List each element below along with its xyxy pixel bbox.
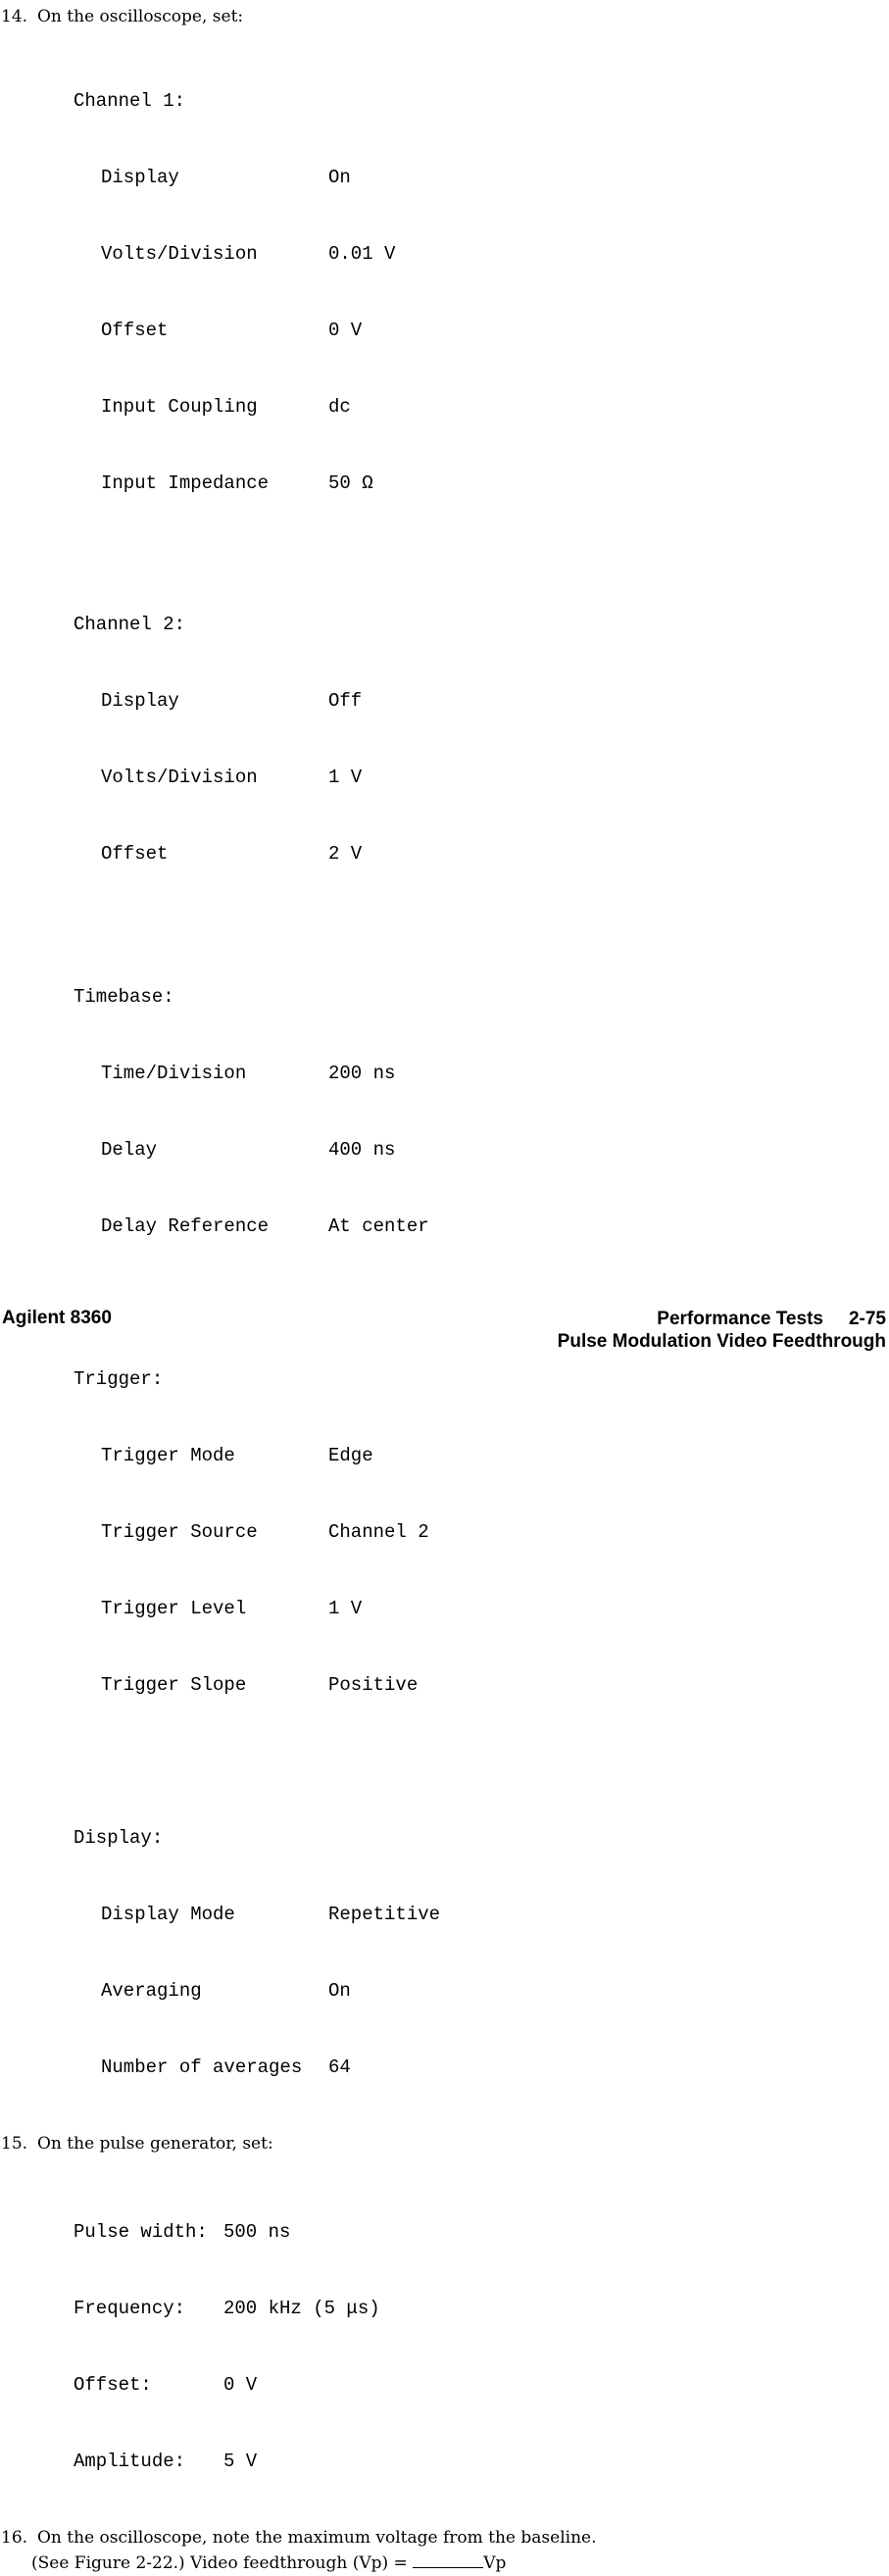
setting-value: Off: [328, 690, 363, 712]
setting-value: On: [328, 1980, 351, 2002]
setting-row: [74, 1137, 889, 1163]
setting-row: [74, 2296, 889, 2321]
setting-value: 2 V: [328, 843, 363, 865]
setting-label: Trigger Slope: [101, 1674, 247, 1696]
setting-value: dc: [328, 396, 351, 418]
setting-row: [74, 471, 889, 496]
setting-row: [74, 2055, 889, 2080]
setting-label: Trigger Source: [101, 1521, 258, 1543]
setting-value: 1 V: [328, 1598, 363, 1619]
setting-row: [74, 318, 889, 343]
setting-value: 200 ns: [328, 1063, 396, 1084]
setting-label: Input Coupling: [101, 396, 258, 418]
setting-label: Time/Division: [101, 1063, 247, 1084]
setting-row: [74, 1978, 889, 2004]
setting-row: [74, 1443, 889, 1468]
setting-label: Trigger Mode: [101, 1445, 235, 1466]
setting-value: Edge: [328, 1445, 373, 1466]
step-16-line2-suffix: Vp: [483, 2553, 507, 2573]
blank-line: [413, 2551, 483, 2568]
setting-label: Volts/Division: [101, 243, 258, 265]
setting-row: [74, 765, 889, 790]
setting-label: Number of averages: [101, 2056, 303, 2078]
setting-row: [74, 2219, 889, 2245]
pulse-generator-settings: [74, 2168, 889, 2525]
setting-row: [74, 2449, 889, 2474]
setting-value: 400 ns: [328, 1139, 396, 1161]
step-14-text: On the oscilloscope, set:: [37, 7, 244, 26]
osc-settings-timebase: [74, 933, 889, 1290]
group-title-channel-1: Channel 1:: [74, 90, 186, 112]
setting-label: Display: [101, 167, 179, 188]
group-title-timebase: Timebase:: [74, 986, 174, 1008]
step-16-line2-prefix: (See Figure 2-22.) Video feedthrough (Vp) =: [31, 2553, 414, 2573]
step-16-line2: [31, 2551, 889, 2576]
setting-label: Pulse width:: [74, 2221, 208, 2243]
osc-settings-channel-1: [74, 37, 889, 547]
setting-row: [74, 1061, 889, 1086]
footer-page-number: 2-75: [848, 1309, 886, 1329]
step-15: [0, 2131, 889, 2156]
setting-value: 1 V: [328, 767, 363, 788]
setting-value: On: [328, 167, 351, 188]
setting-row: [74, 1902, 889, 1927]
footer-section-title: Performance Tests: [657, 1309, 823, 1329]
setting-value: 5 V: [223, 2451, 258, 2472]
setting-label: Input Impedance: [101, 472, 270, 494]
setting-row: [74, 1672, 889, 1698]
setting-label: Amplitude:: [74, 2451, 186, 2472]
setting-row: [74, 1519, 889, 1545]
setting-value: 50 Ω: [328, 472, 373, 494]
setting-row: [74, 241, 889, 267]
setting-row: [74, 1596, 889, 1621]
setting-row: [74, 394, 889, 420]
setting-label: Volts/Division: [101, 767, 258, 788]
step-14: [0, 4, 889, 29]
osc-settings-trigger: [74, 1315, 889, 1749]
setting-value: 200 kHz (5 μs): [223, 2298, 380, 2319]
setting-row: [74, 2372, 889, 2398]
setting-label: Offset: [101, 843, 169, 865]
setting-row: [74, 841, 889, 867]
footer-instrument-name: Agilent 8360: [2, 1308, 112, 1328]
osc-settings-display: [74, 1774, 889, 2131]
step-16: [0, 2525, 889, 2576]
osc-settings-channel-2: [74, 561, 889, 917]
setting-label: Delay: [101, 1139, 158, 1161]
step-15-number: 15.: [1, 2134, 28, 2154]
step-16-line1: On the oscilloscope, note the maximum voltage from the baseline.: [37, 2528, 597, 2548]
setting-value: 0 V: [223, 2374, 258, 2396]
setting-value: 500 ns: [223, 2221, 291, 2243]
footer-test-name: Pulse Modulation Video Feedthrough: [557, 1331, 886, 1352]
setting-value: 64: [328, 2056, 351, 2078]
setting-row: [74, 165, 889, 190]
group-title-trigger: Trigger:: [74, 1368, 164, 1390]
setting-label: Offset:: [74, 2374, 152, 2396]
step-16-number: 16.: [1, 2528, 28, 2548]
setting-label: Averaging: [101, 1980, 202, 2002]
setting-value: At center: [328, 1215, 429, 1237]
footer-section-line: [558, 1308, 886, 1330]
setting-label: Delay Reference: [101, 1215, 270, 1237]
setting-value: 0.01 V: [328, 243, 396, 265]
setting-label: Display Mode: [101, 1904, 235, 1925]
setting-value: 0 V: [328, 320, 363, 341]
group-title-display: Display:: [74, 1827, 164, 1849]
setting-label: Frequency:: [74, 2298, 186, 2319]
step-14-number: 14.: [1, 7, 28, 26]
setting-label: Offset: [101, 320, 169, 341]
group-title-channel-2: Channel 2:: [74, 614, 186, 635]
setting-label: Trigger Level: [101, 1598, 247, 1619]
step-15-text: On the pulse generator, set:: [37, 2134, 273, 2154]
setting-row: [74, 1214, 889, 1239]
setting-value: Positive: [328, 1674, 419, 1696]
setting-value: Channel 2: [328, 1521, 429, 1543]
setting-row: [74, 688, 889, 714]
setting-label: Display: [101, 690, 179, 712]
setting-value: Repetitive: [328, 1904, 441, 1925]
footer-right: [558, 1308, 886, 1353]
